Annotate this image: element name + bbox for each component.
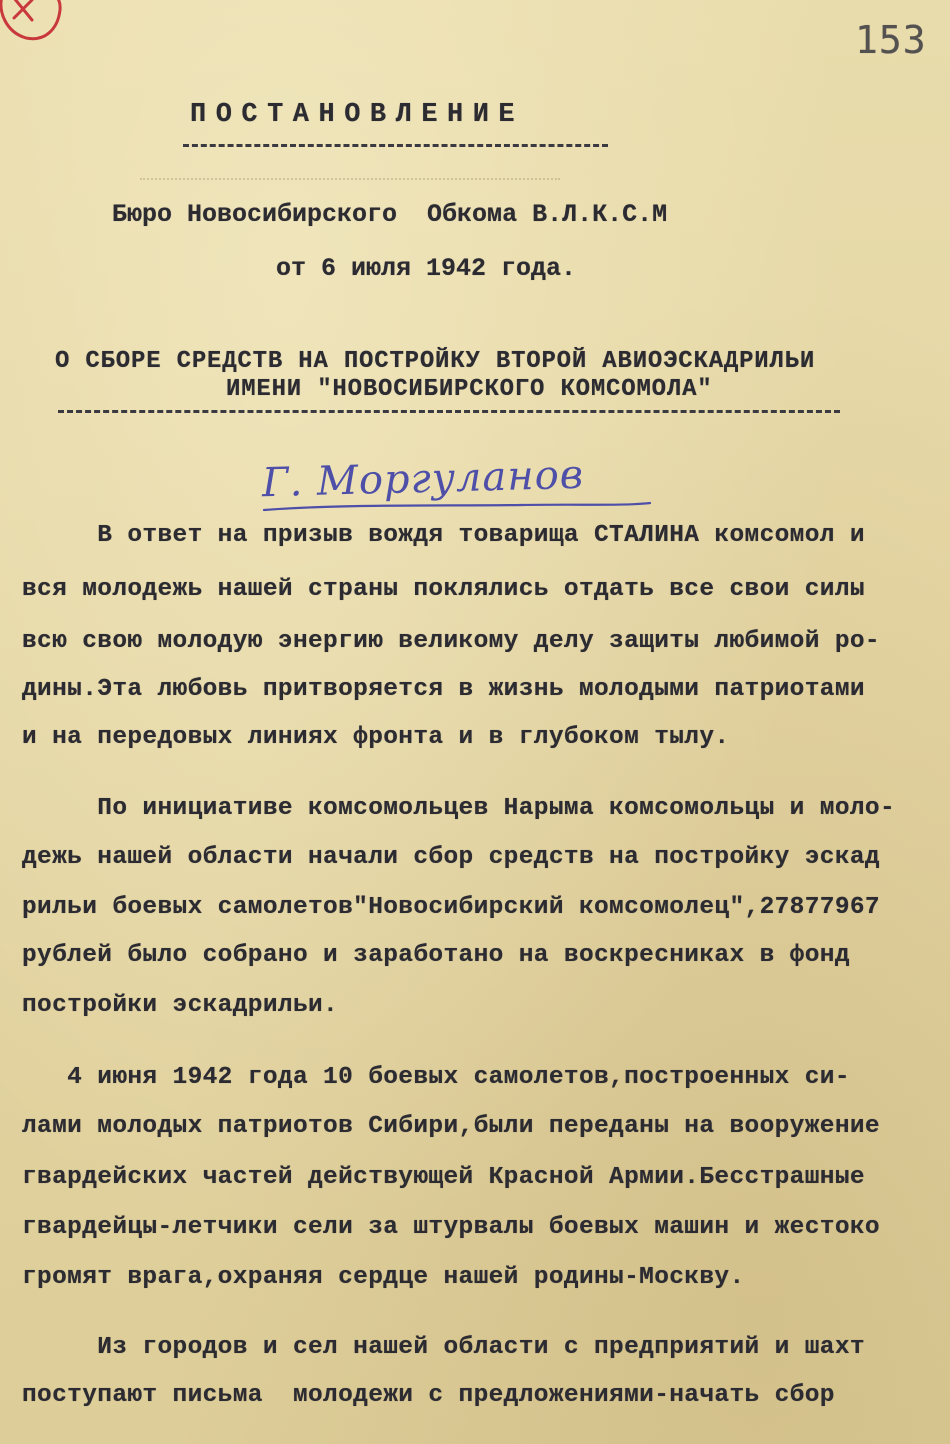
body-line: громят врага,охраняя сердце нашей родины-Москву. — [22, 1264, 745, 1291]
faded-bleedthrough — [140, 178, 560, 190]
body-line: постройки эскадрильи. — [22, 992, 339, 1019]
document-title: ПОСТАНОВЛЕНИЕ — [190, 100, 525, 130]
body-line: 4 июня 1942 года 10 боевых самолетов,построенных си- — [22, 1064, 850, 1091]
page-number: 153 — [855, 18, 927, 62]
date-line: от 6 июля 1942 года. — [276, 254, 577, 283]
subject-underline — [58, 410, 840, 413]
handwritten-note: Г. Моргуланов — [261, 451, 585, 507]
body-line: и на передовых линиях фронта и в глубоком тылу. — [22, 724, 730, 751]
subject-line-1: О СБОРЕ СРЕДСТВ НА ПОСТРОЙКУ ВТОРОЙ АВИОЭСКАДРИЛЬИ — [55, 348, 816, 375]
handwritten-underline — [262, 500, 652, 514]
red-corner-mark — [0, 0, 68, 46]
body-line: поступают письма молодежи с предложениями-начать сбор — [22, 1382, 835, 1409]
body-line: рильи боевых самолетов"Новосибирский комсомолец",27877967 — [22, 894, 880, 921]
body-line: дины.Эта любовь притворяется в жизнь молодыми патриотами — [22, 676, 865, 703]
body-line: гвардейских частей действующей Красной Армии.Бесстрашные — [22, 1164, 865, 1191]
body-line: Из городов и сел нашей области с предприятий и шахт — [22, 1334, 865, 1361]
body-line: вся молодежь нашей страны поклялись отдать все свои силы — [22, 576, 865, 603]
body-line: всю свою молодую энергию великому делу защиты любимой ро- — [22, 628, 880, 655]
body-line: дежь нашей области начали сбор средств на постройку эскад — [22, 844, 880, 871]
body-line: По инициативе комсомольцев Нарыма комсомольцы и моло- — [22, 795, 896, 822]
body-line: гвардейцы-летчики сели за штурвалы боевых машин и жестоко — [22, 1214, 880, 1241]
issuer-line: Бюро Новосибирского Обкома В.Л.К.С.М — [112, 200, 668, 229]
body-line: В ответ на призыв вождя товарища СТАЛИНА комсомол и — [22, 522, 865, 549]
body-line: рублей было собрано и заработано на воскресниках в фонд — [22, 942, 850, 969]
subject-line-2: ИМЕНИ "НОВОСИБИРСКОГО КОМСОМОЛА" — [226, 376, 713, 403]
title-underline — [183, 144, 608, 147]
body-line: лами молодых патриотов Сибири,были переданы на вооружение — [22, 1113, 880, 1140]
